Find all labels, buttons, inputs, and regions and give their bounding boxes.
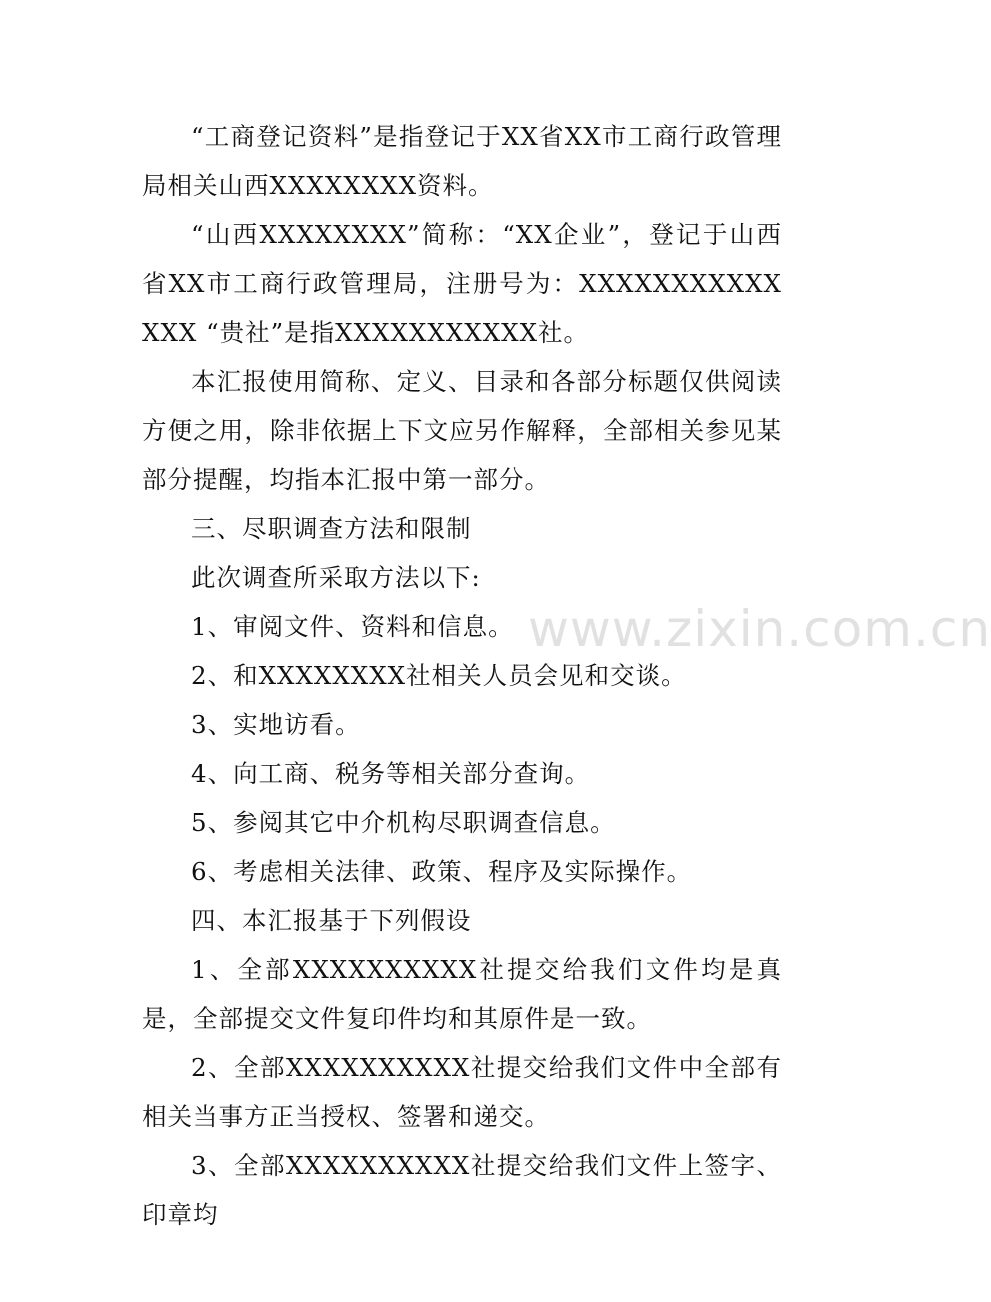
list-item-assumption-2: 2、全部XXXXXXXXXX社提交给我们文件中全部有相关当事方正当授权、签署和递交。	[142, 1053, 782, 1131]
list-item-method-5: 5、参阅其它中介机构尽职调查信息。	[191, 808, 616, 837]
list-item-method-6: 6、考虑相关法律、政策、程序及实际操作。	[191, 857, 693, 886]
section-heading-assumptions: 四、本汇报基于下列假设	[191, 906, 472, 935]
paragraph-business-registration: “工商登记资料”是指登记于XX省XX市工商行政管理局相关山西XXXXXXXX资料。	[142, 122, 782, 200]
list-item-assumption-3: 3、全部XXXXXXXXXX社提交给我们文件上签字、印章均	[142, 1151, 782, 1229]
site-watermark: www.zixin.com.cn	[528, 600, 991, 658]
list-item-method-4: 4、向工商、税务等相关部分查询。	[191, 759, 591, 788]
paragraph-company-abbreviation: “山西XXXXXXXX”简称：“XX企业”，登记于山西省XX市工商行政管理局，注册号为：XXXXXXXXXXXXXX “贵社”是指XXXXXXXXXXX社。	[142, 220, 782, 347]
list-item-method-1: 1、审阅文件、资料和信息。	[191, 612, 514, 641]
list-item-method-3: 3、实地访看。	[191, 710, 361, 739]
paragraph-methods-intro: 此次调查所采取方法以下:	[191, 563, 481, 592]
list-item-method-2: 2、和XXXXXXXX社相关人员会见和交谈。	[191, 661, 687, 690]
list-item-assumption-1: 1、全部XXXXXXXXXX社提交给我们文件均是真是，全部提交文件复印件均和其原件是一致。	[142, 955, 782, 1033]
section-heading-methods: 三、尽职调查方法和限制	[191, 514, 472, 543]
paragraph-report-usage: 本汇报使用简称、定义、目录和各部分标题仅供阅读方便之用，除非依据上下文应另作解释，全部相关参见某部分提醒，均指本汇报中第一部分。	[142, 367, 782, 494]
